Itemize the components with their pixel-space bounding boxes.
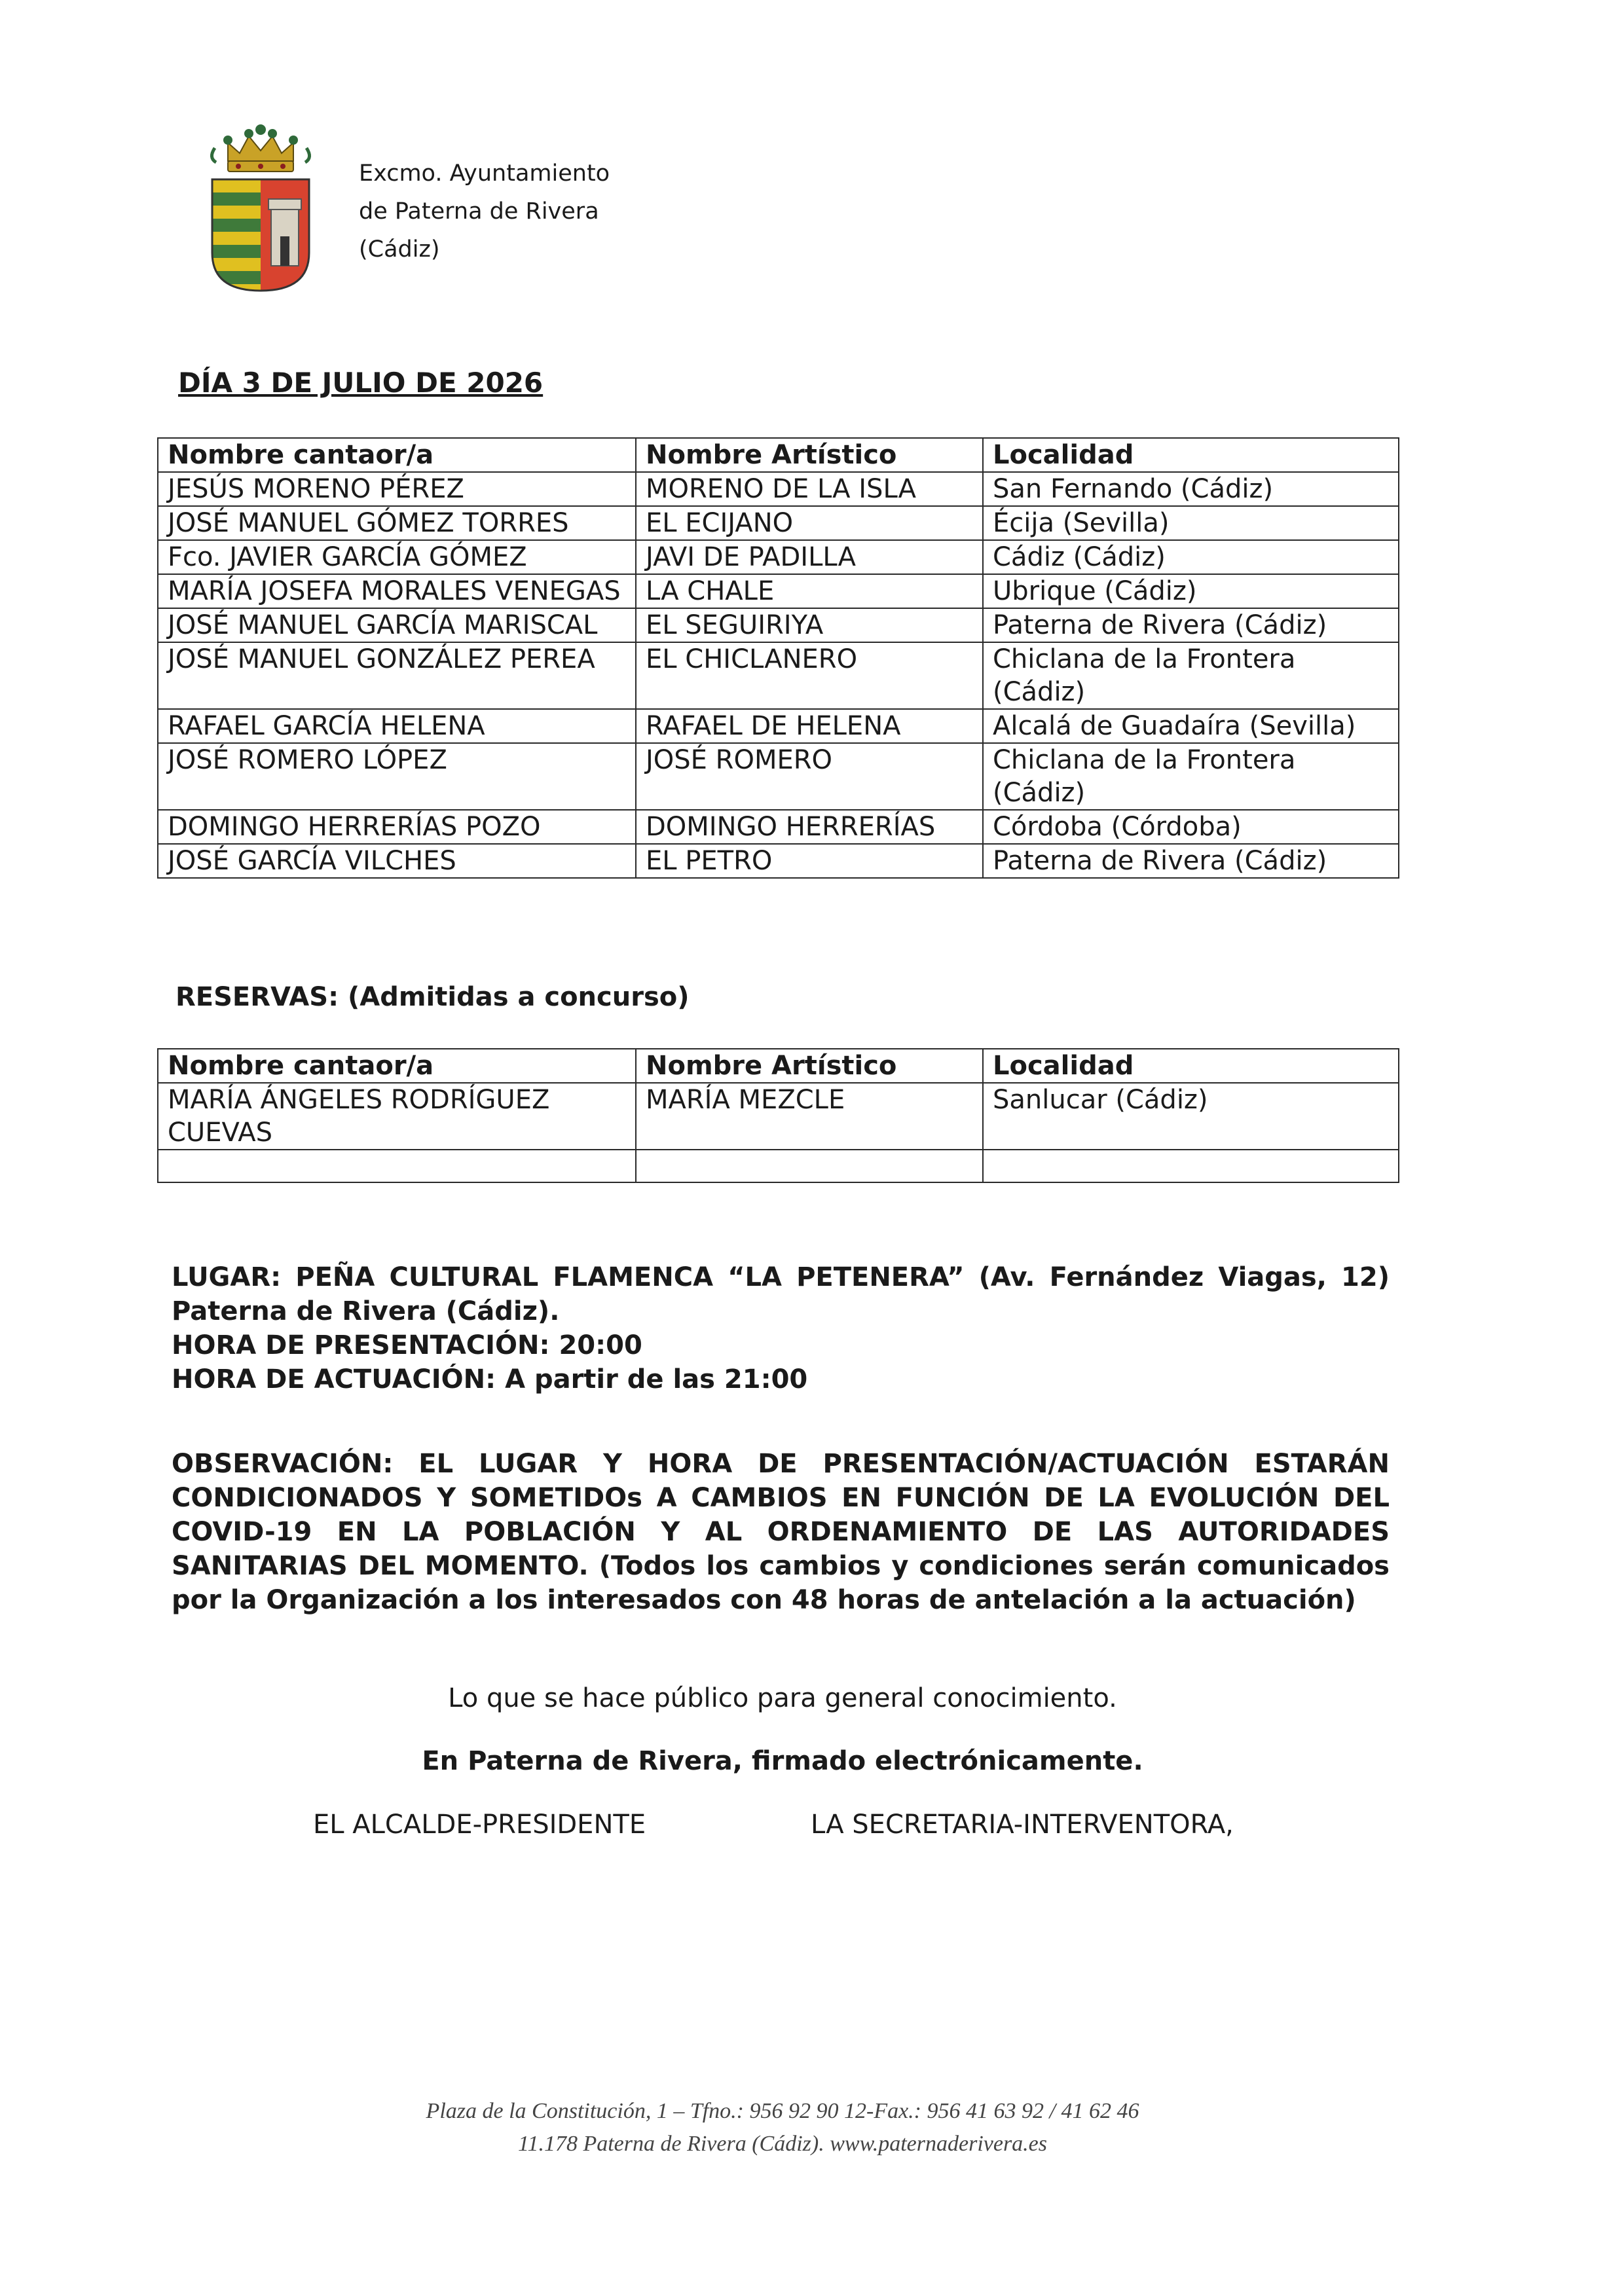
table-row xyxy=(158,540,1399,574)
place-presentacion: HORA DE PRESENTACIÓN: 20:00 xyxy=(172,1330,642,1360)
header-localidad: Localidad xyxy=(983,438,1399,472)
header-artistico: Nombre Artístico xyxy=(636,1049,983,1083)
cell-artistico: EL SEGUIRIYA xyxy=(636,608,983,642)
cell-artistico: EL ECIJANO xyxy=(636,506,983,540)
cell-artistico: JAVI DE PADILLA xyxy=(636,540,983,574)
reserves-title: RESERVAS: (Admitidas a concurso) xyxy=(175,982,690,1012)
coat-of-arms-icon xyxy=(208,122,313,293)
table-row xyxy=(158,574,1399,608)
cell-nombre: JOSÉ MANUEL GARCÍA MARISCAL xyxy=(158,608,636,642)
cell-nombre: JOSÉ GARCÍA VILCHES xyxy=(158,844,636,878)
signature-secretary: LA SECRETARIA-INTERVENTORA, xyxy=(811,1810,1234,1840)
cell-artistico: EL CHICLANERO xyxy=(636,642,983,709)
table-row xyxy=(158,506,1399,540)
table-row xyxy=(158,472,1399,506)
table-row xyxy=(158,1150,1399,1182)
cell-localidad: Paterna de Rivera (Cádiz) xyxy=(983,608,1399,642)
cell-nombre: RAFAEL GARCÍA HELENA xyxy=(158,709,636,743)
cell-localidad: Cádiz (Cádiz) xyxy=(983,540,1399,574)
signature-mayor: EL ALCALDE-PRESIDENTE xyxy=(313,1810,646,1840)
cell-localidad xyxy=(983,1150,1399,1182)
cell-nombre: DOMINGO HERRERÍAS POZO xyxy=(158,810,636,844)
cell-artistico: RAFAEL DE HELENA xyxy=(636,709,983,743)
place-info xyxy=(172,1260,1390,1396)
cell-nombre: JOSÉ MANUEL GONZÁLEZ PEREA xyxy=(158,642,636,709)
cell-localidad: Córdoba (Córdoba) xyxy=(983,810,1399,844)
cell-localidad: Chiclana de la Frontera (Cádiz) xyxy=(983,743,1399,810)
table-header-row xyxy=(158,438,1399,472)
cell-nombre: MARÍA ÁNGELES RODRÍGUEZ CUEVAS xyxy=(158,1083,636,1150)
cell-localidad: Chiclana de la Frontera (Cádiz) xyxy=(983,642,1399,709)
cell-nombre: JOSÉ ROMERO LÓPEZ xyxy=(158,743,636,810)
cell-nombre: MARÍA JOSEFA MORALES VENEGAS xyxy=(158,574,636,608)
table-row xyxy=(158,608,1399,642)
place-lugar: LUGAR: PEÑA CULTURAL FLAMENCA “LA PETENERA” (Av. Fernández Viagas, 12) Paterna de Rivera (Cádiz). xyxy=(172,1262,1390,1326)
cell-artistico: EL PETRO xyxy=(636,844,983,878)
header-nombre: Nombre cantaor/a xyxy=(158,438,636,472)
table-row xyxy=(158,810,1399,844)
participants-table xyxy=(157,437,1399,879)
cell-nombre: Fco. JAVIER GARCÍA GÓMEZ xyxy=(158,540,636,574)
cell-artistico xyxy=(636,1150,983,1182)
cell-localidad: Sanlucar (Cádiz) xyxy=(983,1083,1399,1150)
day-title: DÍA 3 DE JULIO DE 2026 xyxy=(178,367,544,399)
cell-localidad: Alcalá de Guadaíra (Sevilla) xyxy=(983,709,1399,743)
org-line-3: (Cádiz) xyxy=(359,236,440,263)
cell-nombre xyxy=(158,1150,636,1182)
cell-localidad: Ubrique (Cádiz) xyxy=(983,574,1399,608)
org-line-2: de Paterna de Rivera xyxy=(359,198,599,225)
cell-artistico: MARÍA MEZCLE xyxy=(636,1083,983,1150)
table-header-row xyxy=(158,1049,1399,1083)
organization-header xyxy=(359,155,610,268)
table-row xyxy=(158,844,1399,878)
org-line-1: Excmo. Ayuntamiento xyxy=(359,160,610,187)
table-row xyxy=(158,642,1399,709)
table-row xyxy=(158,709,1399,743)
public-notice: Lo que se hace público para general conocimiento. xyxy=(448,1683,1117,1713)
cell-localidad: San Fernando (Cádiz) xyxy=(983,472,1399,506)
place-actuacion: HORA DE ACTUACIÓN: A partir de las 21:00 xyxy=(172,1364,808,1394)
header-nombre: Nombre cantaor/a xyxy=(158,1049,636,1083)
cell-localidad: Écija (Sevilla) xyxy=(983,506,1399,540)
cell-nombre: JOSÉ MANUEL GÓMEZ TORRES xyxy=(158,506,636,540)
cell-artistico: MORENO DE LA ISLA xyxy=(636,472,983,506)
cell-nombre: JESÚS MORENO PÉREZ xyxy=(158,472,636,506)
table-row xyxy=(158,1083,1399,1150)
footer-address: Plaza de la Constitución, 1 – Tfno.: 956 92 90 12-Fax.: 956 41 63 92 / 41 62 46 xyxy=(426,2099,1139,2123)
footer-web: 11.178 Paterna de Rivera (Cádiz). www.paternaderivera.es xyxy=(517,2132,1047,2156)
signed-notice: En Paterna de Rivera, firmado electrónicamente. xyxy=(422,1746,1143,1776)
reserves-table xyxy=(157,1048,1399,1183)
cell-artistico: LA CHALE xyxy=(636,574,983,608)
header-localidad: Localidad xyxy=(983,1049,1399,1083)
cell-artistico: JOSÉ ROMERO xyxy=(636,743,983,810)
cell-localidad: Paterna de Rivera (Cádiz) xyxy=(983,844,1399,878)
observation-text: OBSERVACIÓN: EL LUGAR Y HORA DE PRESENTACIÓN/ACTUACIÓN ESTARÁN CONDICIONADOS Y SOMETIDOs A CAMBIOS EN FUNCIÓN DE LA EVOLUCIÓN DEL COVID-19 EN LA POBLACIÓN Y AL ORDENAMIENTO DE LAS AUTORIDADES SANITARIAS DEL MOMENTO. (Todos los cambios y condiciones serán comunicados por la Organización a los interesados con 48 horas de antelación a la actuación) xyxy=(172,1449,1390,1615)
cell-artistico: DOMINGO HERRERÍAS xyxy=(636,810,983,844)
table-row xyxy=(158,743,1399,810)
header-artistico: Nombre Artístico xyxy=(636,438,983,472)
